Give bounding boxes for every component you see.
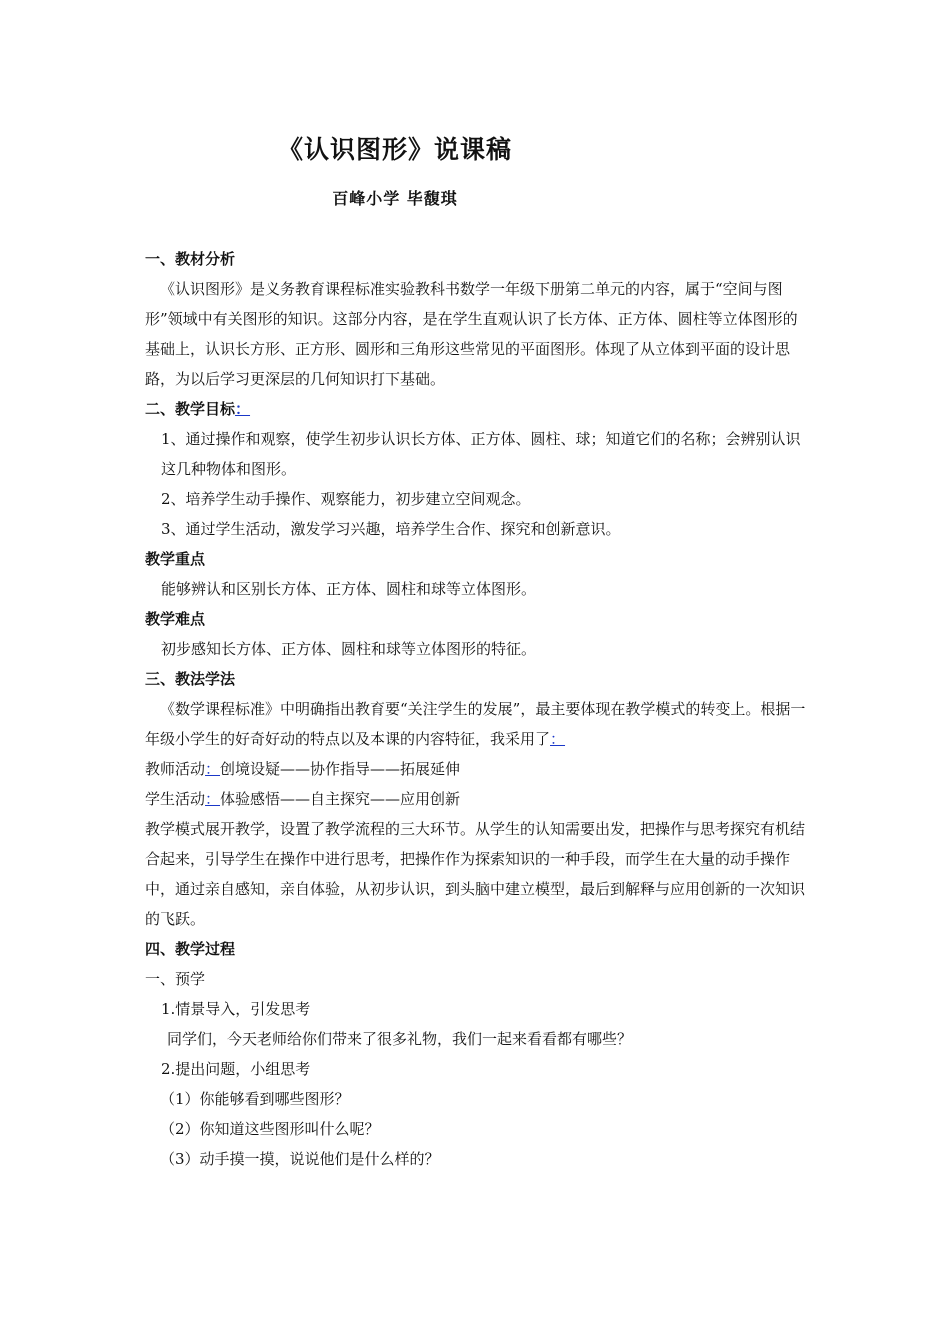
section-heading-teaching-goals (145, 394, 810, 424)
step-1-heading: 1.情景导入，引发思考 (161, 1000, 311, 1018)
teacher-activity-text: 创境设疑——协作指导——拓展延伸 (220, 760, 461, 778)
step-1-text: 同学们，今天老师给你们带来了很多礼物，我们一起来看看都有哪些？ (167, 1030, 633, 1048)
document-body (145, 244, 810, 1174)
question-3: （3）动手摸一摸，说说他们是什么样的？ (160, 1150, 440, 1168)
question-1: （1）你能够看到哪些图形？ (160, 1090, 350, 1108)
key-point-text: 能够辨认和区别长方体、正方体、圆柱和球等立体图形。 (161, 580, 537, 598)
methods-intro-colon-link[interactable]: ： (550, 730, 566, 748)
teaching-goals-colon-link[interactable]: ： (235, 400, 251, 418)
question-2: （2）你知道这些图形叫什么呢？ (160, 1120, 380, 1138)
teaching-goals-heading-text: 二、教学目标 (145, 400, 236, 418)
teacher-activity-colon-link[interactable]: ： (205, 760, 221, 778)
section-heading-methods: 三、教法学法 (145, 670, 236, 688)
methods-intro-text: 《数学课程标准》中明确指出教育要“关注学生的发展”，最主要体现在教学模式的转变上。根据一年级小学生的好奇好动的特点以及本课的内容特征，我采用了 (145, 700, 806, 748)
student-activity-label: 学生活动 (145, 790, 206, 808)
section-heading-key-point: 教学重点 (145, 550, 206, 568)
teacher-activity-line (145, 754, 810, 784)
methods-intro-paragraph (145, 694, 810, 754)
methods-body-paragraph: 教学模式展开教学，设置了教学流程的三大环节。从学生的认知需要出发，把操作与思考探究有机结合起来，引导学生在操作中进行思考，把操作作为探索知识的一种手段，而学生在大量的动手操作中，通过亲自感知，亲自体验，从初步认识，到头脑中建立模型，最后到解释与应用创新的一次知识的飞跃。 (145, 820, 806, 928)
student-activity-colon-link[interactable]: ： (205, 790, 221, 808)
student-activity-line (145, 784, 810, 814)
document-title: 《认识图形》说课稿 (277, 135, 512, 164)
material-analysis-paragraph: 《认识图形》是义务教育课程标准实验教科书数学一年级下册第二单元的内容，属于“空间与图形”领域中有关图形的知识。这部分内容，是在学生直观认识了长方体、正方体、圆柱等立体图形的基础上，认识长方形、正方形、圆形和三角形这些常见的平面图形。体现了从立体到平面的设计思路，为以后学习更深层的几何知识打下基础。 (145, 280, 798, 388)
difficult-point-text: 初步感知长方体、正方体、圆柱和球等立体图形的特征。 (161, 640, 537, 658)
section-heading-difficult-point: 教学难点 (145, 610, 206, 628)
step-2-heading: 2.提出问题，小组思考 (161, 1060, 311, 1078)
student-activity-text: 体验感悟——自主探究——应用创新 (220, 790, 461, 808)
teaching-goal-3: 3、通过学生活动，激发学习兴趣，培养学生合作、探究和创新意识。 (161, 520, 621, 538)
teacher-activity-label: 教师活动 (145, 760, 206, 778)
teaching-goal-2: 2、培养学生动手操作、观察能力，初步建立空间观念。 (161, 490, 531, 508)
section-heading-teaching-process: 四、教学过程 (145, 940, 236, 958)
document-author: 百峰小学 毕馥琪 (332, 189, 458, 208)
section-heading-material-analysis: 一、教材分析 (145, 250, 236, 268)
teaching-goal-1: 1、通过操作和观察，使学生初步认识长方体、正方体、圆柱、球；知道它们的名称；会辨别认识这几种物体和图形。 (161, 430, 801, 478)
pre-study-heading: 一、预学 (145, 970, 206, 988)
